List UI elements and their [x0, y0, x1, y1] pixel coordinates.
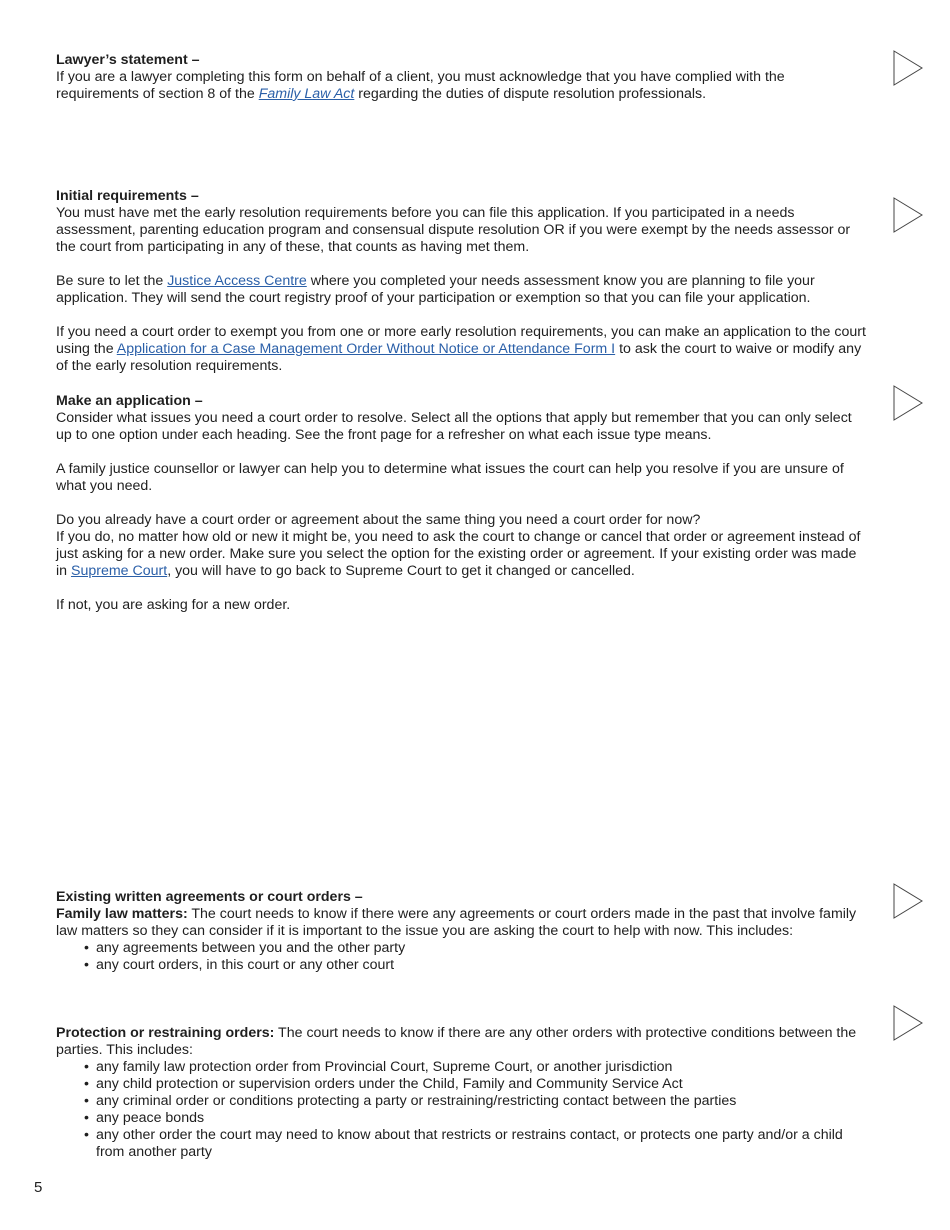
- existing-orders-heading: Existing written agreements or court orders –: [56, 889, 363, 905]
- lawyer-statement-heading: Lawyer’s statement –: [56, 52, 200, 68]
- make-application-section: [56, 393, 866, 614]
- supreme-court-link[interactable]: Supreme Court: [70, 563, 168, 579]
- make-application-paragraph: Consider what issues you need a court order to resolve. Select all the options that apply but remember that you can only select up to one option under each heading. See the front page for a refresher on what each issue type means.: [56, 410, 852, 443]
- list-item: • any family law protection order from Provincial Court, Supreme Court, or another jurisdiction: [96, 1059, 866, 1076]
- list-item: • any criminal order or conditions protecting a party or restraining/restricting contact between the parties: [96, 1093, 866, 1110]
- counsellor-paragraph: A family justice counsellor or lawyer can help you to determine what issues the court can help you resolve if you are unsure of what you need.: [56, 461, 844, 494]
- page-number: 5: [34, 1179, 43, 1196]
- protection-orders-paragraph: Protection or restraining orders: The court needs to know if there are any other orders with protective conditions between the parties. This includes:: [56, 1025, 857, 1058]
- list-item: • any court orders, in this court or any other court: [96, 957, 866, 974]
- initial-requirements-paragraph: You must have met the early resolution requirements before you can file this application. If you participated in a needs assessment, parenting education program and consensual dispute resolution OR if you were exempt by the needs assessor or the court from participating in any of these, that counts as having met them.: [56, 205, 851, 255]
- family-law-matters-paragraph: Family law matters: The court needs to know if there were any agreements or court orders made in the past that involve family law matters so they can consider if it is important to the issue you are asking the court to help with now. This includes:: [56, 906, 857, 939]
- protection-orders-arrow-button[interactable]: [893, 1005, 923, 1041]
- justice-access-paragraph: Be sure to let the Justice Access Centre where you completed your needs assessment know you are planning to file your application. They will send the court registry proof of your participation or exemption so that you can file your application.: [56, 273, 815, 306]
- lawyer-statement-section: [56, 52, 866, 103]
- lawyer-statement-text: If you are a lawyer completing this form on behalf of a client, you must acknowledge that you have complied with the requirements of section 8 of the Family Law Act regarding the duties of dispute resolution professionals.: [56, 69, 785, 102]
- protection-orders-section: [56, 1025, 866, 1161]
- justice-access-centre-link[interactable]: Justice Access Centre: [167, 273, 307, 289]
- existing-orders-arrow-button[interactable]: [893, 883, 923, 919]
- existing-order-paragraph: If you do, no matter how old or new it might be, you need to ask the court to change or cancel that order or agreement instead of just asking for a new order. Make sure you select the option for the existing order or agreement. If your existing order was made in Supreme Court, you will have to go back to Supreme Court to get it changed or cancelled.: [56, 529, 861, 579]
- existing-orders-list: [56, 940, 866, 974]
- list-item: • any other order the court may need to know about that restricts or restrains contact, or protects one party and/or a child from another party: [96, 1127, 866, 1161]
- exemption-paragraph: If you need a court order to exempt you from one or more early resolution requirements, you can make an application to the court using the Application for a Case Management Order Without Notice or Attendance Form I to ask the court to waive or modify any of the early resolution requirements.: [56, 324, 866, 374]
- protection-orders-list: [56, 1059, 866, 1161]
- family-law-act-link[interactable]: Family Law Act: [258, 86, 355, 102]
- list-item: • any child protection or supervision orders under the Child, Family and Community Service Act: [96, 1076, 866, 1093]
- initial-requirements-arrow-button[interactable]: [893, 197, 923, 233]
- make-application-arrow-button[interactable]: [893, 385, 923, 421]
- initial-requirements-heading: Initial requirements –: [56, 188, 199, 204]
- list-item: • any peace bonds: [96, 1110, 866, 1127]
- lawyer-statement-arrow-button[interactable]: [893, 50, 923, 86]
- list-item: • any agreements between you and the other party: [96, 940, 866, 957]
- form-i-link[interactable]: Application for a Case Management Order Without Notice or Attendance Form I: [116, 341, 616, 357]
- new-order-paragraph: If not, you are asking for a new order.: [56, 597, 291, 613]
- existing-order-question: Do you already have a court order or agreement about the same thing you need a court order for now?: [56, 512, 701, 528]
- existing-orders-section: [56, 889, 866, 974]
- make-application-heading: Make an application –: [56, 393, 203, 409]
- initial-requirements-section: [56, 188, 866, 375]
